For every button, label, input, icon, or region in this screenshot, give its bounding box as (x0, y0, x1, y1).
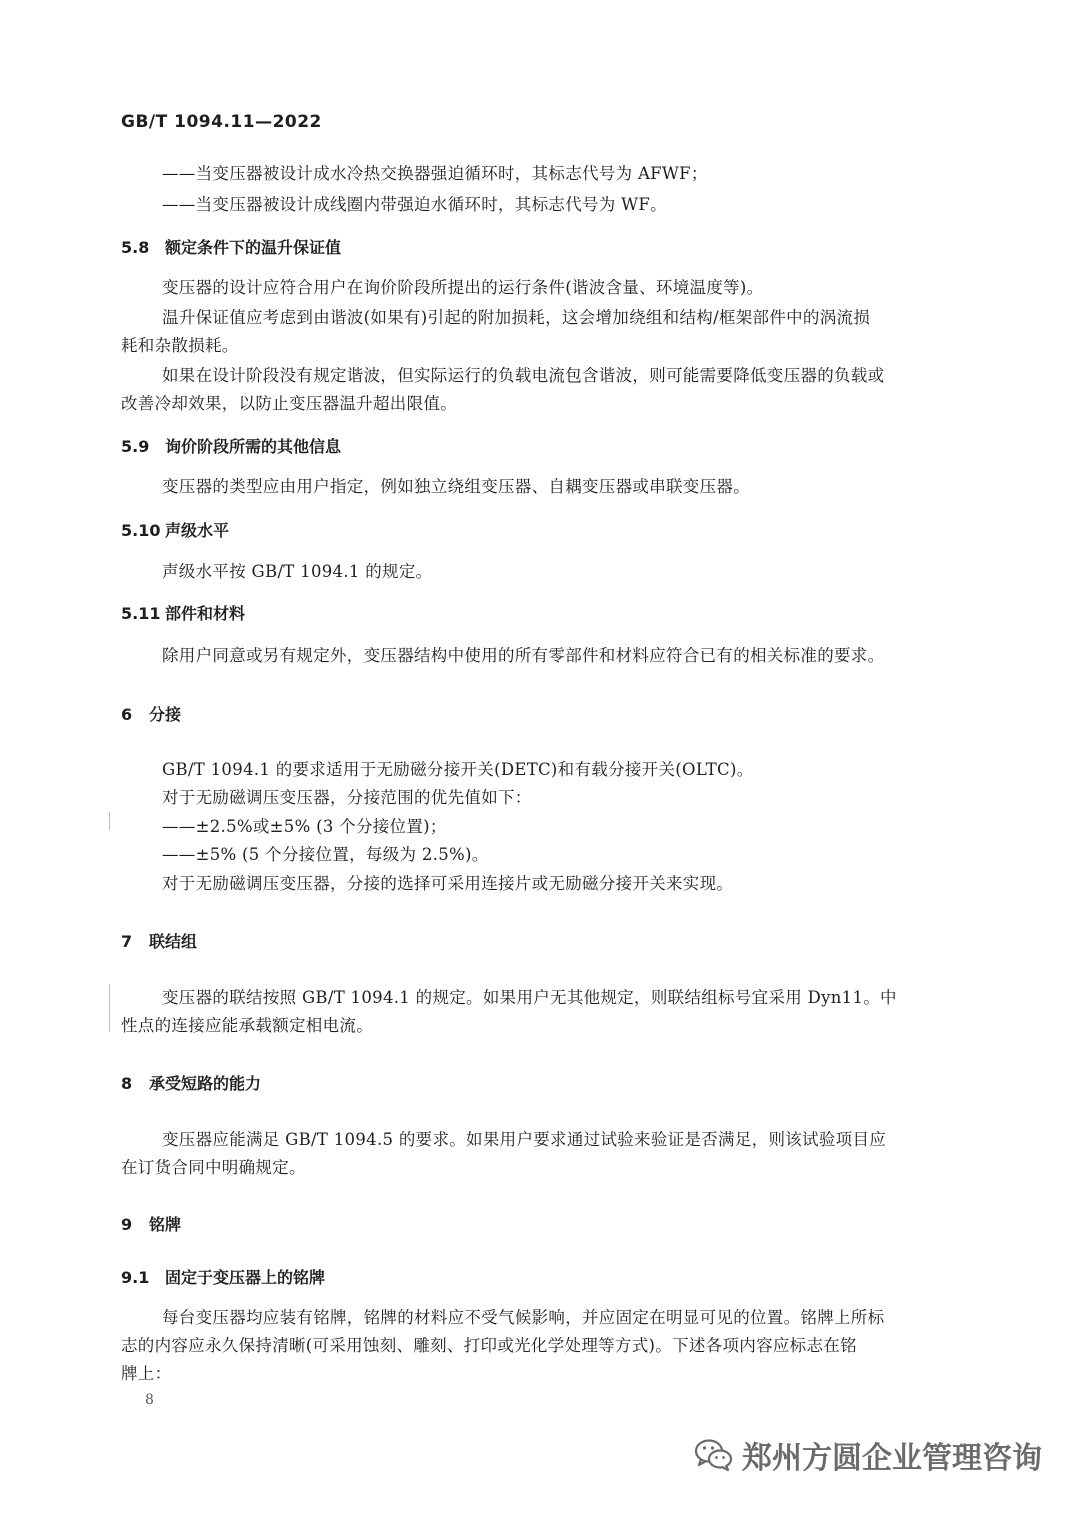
section-heading-5-11: 5.11 部件和材料 (121, 604, 246, 623)
paragraph: 对于无励磁调压变压器，分接范围的优先值如下： (162, 788, 532, 807)
margin-change-bar (109, 984, 110, 1032)
paragraph: GB/T 1094.1 的要求适用于无励磁分接开关(DETC)和有载分接开关(OLTC)。 (162, 760, 754, 779)
paragraph-continuation: 耗和杂散损耗。 (121, 336, 239, 355)
section-heading-6: 6 分接 (121, 705, 182, 724)
watermark-text: 郑州方圆企业管理咨询 (742, 1441, 1042, 1476)
paragraph: 温升保证值应考虑到由谐波(如果有)引起的附加损耗，这会增加绕组和结构/框架部件中的涡流损 (162, 308, 871, 327)
margin-change-bar (109, 812, 110, 830)
paragraph: 对于无励磁调压变压器，分接的选择可采用连接片或无励磁分接开关来实现。 (162, 874, 734, 893)
paragraph: 变压器的设计应符合用户在询价阶段所提出的运行条件(谐波含量、环境温度等)。 (162, 278, 764, 297)
paragraph: 每台变压器均应装有铭牌，铭牌的材料应不受气候影响，并应固定在明显可见的位置。铭牌上所标 (162, 1308, 885, 1327)
paragraph: 除用户同意或另有规定外，变压器结构中使用的所有零部件和材料应符合已有的相关标准的要求。 (162, 646, 885, 665)
paragraph-continuation: 性点的连接应能承载额定相电流。 (121, 1016, 373, 1035)
paragraph: 声级水平按 GB/T 1094.1 的规定。 (162, 562, 433, 581)
paragraph: 如果在设计阶段没有规定谐波，但实际运行的负载电流包含谐波，则可能需要降低变压器的负载或 (162, 366, 885, 385)
paragraph: 变压器的类型应由用户指定，例如独立绕组变压器、自耦变压器或串联变压器。 (162, 477, 750, 496)
list-item: ——±2.5%或±5% (3 个分接位置)； (162, 817, 447, 836)
paragraph: 变压器的联结按照 GB/T 1094.1 的规定。如果用户无其他规定，则联结组标号宜采用 Dyn11。中 (162, 988, 897, 1007)
section-heading-5-8: 5.8 额定条件下的温升保证值 (121, 238, 342, 257)
section-heading-5-10: 5.10 声级水平 (121, 521, 230, 540)
paragraph: 变压器应能满足 GB/T 1094.5 的要求。如果用户要求通过试验来验证是否满足，则该试验项目应 (162, 1130, 887, 1149)
section-heading-9-1: 9.1 固定于变压器上的铭牌 (121, 1268, 326, 1287)
watermark (694, 1433, 1042, 1477)
wechat-icon (694, 1438, 734, 1472)
standard-id: GB/T 1094.11—2022 (121, 112, 322, 132)
section-heading-7: 7 联结组 (121, 932, 198, 951)
list-item-wf: ——当变压器被设计成线圈内带强迫水循环时，其标志代号为 WF。 (162, 195, 667, 214)
section-heading-9: 9 铭牌 (121, 1215, 182, 1234)
paragraph-continuation: 志的内容应永久保持清晰(可采用蚀刻、雕刻、打印或光化学处理等方式)。下述各项内容应标志在铭 (121, 1336, 857, 1355)
paragraph-continuation: 牌上： (121, 1364, 172, 1383)
list-item: ——±5% (5 个分接位置，每级为 2.5%)。 (162, 845, 489, 864)
paragraph-continuation: 改善冷却效果，以防止变压器温升超出限值。 (121, 394, 457, 413)
page-number: 8 (145, 1392, 154, 1408)
section-heading-5-9: 5.9 询价阶段所需的其他信息 (121, 437, 342, 456)
section-heading-8: 8 承受短路的能力 (121, 1074, 262, 1093)
list-item-afwf: ——当变压器被设计成水冷热交换器强迫循环时，其标志代号为 AFWF； (162, 164, 708, 183)
paragraph-continuation: 在订货合同中明确规定。 (121, 1158, 306, 1177)
